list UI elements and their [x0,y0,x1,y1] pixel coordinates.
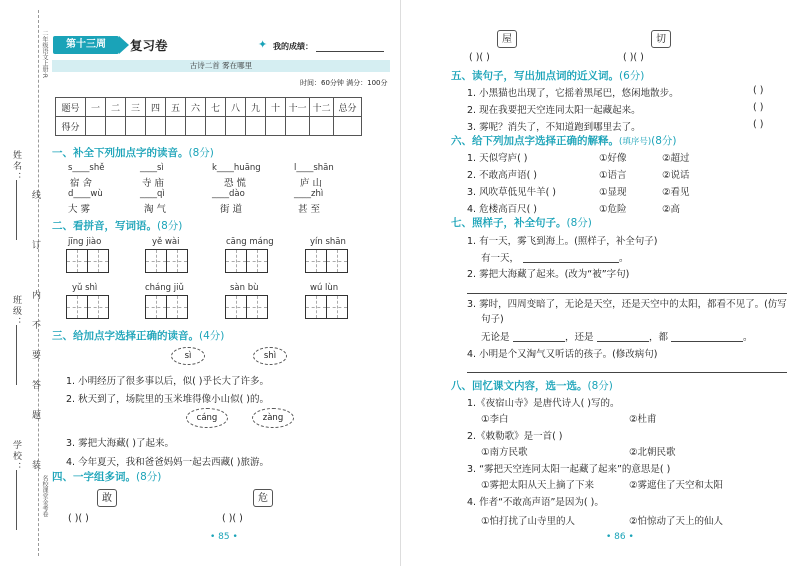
question-text: 2. 现在我要把天空连同太阳一起藏起来。 [467,105,641,116]
punctuation: 。 [743,332,753,343]
word-root-box: 屋 [497,30,517,48]
pinyin-item[interactable]: ____sì [140,163,164,173]
question-text: 句子) [481,314,504,325]
pinyin-prompt: yě wài [152,237,180,247]
section-title-text: 四、一字组多词。 [52,471,136,483]
section-5-title [451,68,644,83]
char-pair: 庐 山 [300,178,323,189]
question-text: 3. “雾把天空连同太阳一起藏了起来”的意思是( ) [467,464,671,475]
question-text: 3. 雾把大海藏( )了起来。 [66,438,175,449]
class-line [16,325,17,385]
writing-grid[interactable] [66,249,108,273]
option-a: ①李白 [481,414,509,425]
answer-line[interactable] [523,262,619,263]
table-cell: 一 [86,98,106,117]
pinyin-item[interactable]: d____wù [68,189,103,199]
score-cell[interactable] [266,117,286,136]
question-text: 4. 作者“不敢高声语”是因为( )。 [467,497,604,508]
pinyin-prompt: sàn bù [230,283,259,293]
option-b: ②说话 [662,170,690,181]
score-cell[interactable] [246,117,266,136]
section-title-text: 六、给下列加点字选择正确的解释。 [451,135,619,147]
grid-cell[interactable] [66,295,88,319]
spine-text: 二年级语文上册·R [41,30,48,79]
answer-line[interactable] [597,341,649,342]
table-cell: 七 [206,98,226,117]
star-icon: ✦ [258,38,268,51]
char-pair: 淘 气 [144,204,167,215]
pinyin-item[interactable]: k____huāng [212,163,261,173]
question-text: 1.《夜宿山寺》是唐代诗人( )写的。 [467,398,620,409]
pinyin-item[interactable]: l____shān [294,163,334,173]
score-cell[interactable] [334,117,362,136]
answer-brackets[interactable]: ( )( ) [623,52,644,63]
char-pair: 大 雾 [68,204,91,215]
grid-cell[interactable] [326,295,348,319]
score-cell[interactable] [286,117,310,136]
grid-cell[interactable] [305,249,327,273]
question-text: 2.《敕勒歌》是一首( ) [467,431,563,442]
grid-cell[interactable] [87,249,109,273]
option-b: ②雾遮住了天空和太阳 [629,480,724,491]
page-number: • 86 • [606,532,634,542]
section-title-text: 二、看拼音，写词语。 [52,220,157,232]
score-cell[interactable] [310,117,334,136]
writing-grid[interactable] [66,295,108,319]
table-cell: 十 [266,98,286,117]
cut-mark: 要 [30,350,40,361]
answer-line[interactable] [467,372,787,373]
table-cell: 得分 [56,117,86,136]
score-table-score-row [56,117,362,136]
pinyin-prompt: jīng jiào [68,237,102,247]
answer-line[interactable] [671,341,743,342]
answer-brackets[interactable]: ( )( ) [222,513,243,524]
question-text: 1. 小黑猫也出现了，它摇着黑尾巴，悠闲地散步。 [467,88,679,99]
answer-brackets[interactable]: ( )( ) [68,513,89,524]
section-3-title [52,328,224,343]
option-b: ②超过 [662,153,690,164]
school-line [16,470,17,530]
word-root-box: 切 [651,30,671,48]
option-a: ①怕打扰了山寺里的人 [481,516,576,527]
char-pair: 宿 舍 [70,178,93,189]
answer-brackets[interactable]: ( ) [753,85,764,96]
question-text: 2. 不敢高声语( ) [467,170,538,181]
table-cell: 四 [146,98,166,117]
answer-brackets[interactable]: ( ) [753,102,764,113]
char-pair: 街 道 [220,204,243,215]
option-a: ①好像 [599,153,627,164]
page-number-value: 86 [614,532,626,542]
score-table-header-row [56,98,362,117]
section-score: (4分) [199,330,225,342]
grid-cell[interactable] [225,249,247,273]
section-title-text: 八、回忆课文内容，选一选。 [451,380,588,392]
score-cell[interactable] [186,117,206,136]
grid-cell[interactable] [145,295,167,319]
section-1-title [52,145,214,160]
score-cell[interactable] [226,117,246,136]
question-text: 1. 天似穹庐( ) [467,153,528,164]
pinyin-option-oval: zàng [252,408,294,428]
writing-grid[interactable] [305,249,347,273]
option-b: ②高 [662,204,681,215]
char-pair: 甚 至 [298,204,321,215]
my-score-line [316,51,384,52]
cut-mark: 不 [30,320,40,331]
answer-brackets[interactable]: ( ) [753,119,764,130]
table-cell: 二 [106,98,126,117]
answer-line[interactable] [467,293,787,294]
cut-line [38,10,39,556]
pinyin-option-oval: shì [253,347,287,365]
section-7-title [451,215,592,230]
table-cell: 五 [166,98,186,117]
writing-grid[interactable] [305,295,347,319]
pinyin-prompt: yín shān [310,237,346,247]
score-cell[interactable] [106,117,126,136]
pinyin-option-oval: sì [171,347,205,365]
option-a: ①语言 [599,170,627,181]
cut-mark: 订 [30,240,40,251]
page-number: • 85 • [210,532,238,542]
section-title-text: 三、给加点字选择正确的读音。 [52,330,199,342]
answer-line[interactable] [513,341,565,342]
question-text: 1. 有一天，雾飞到海上。(照样子，补全句子) [467,236,658,247]
cut-mark: 内 [30,290,40,301]
option-b: ②杜甫 [629,414,657,425]
pinyin-prompt: cāng máng [226,237,274,247]
section-score: (8分) [188,147,214,159]
question-text: 3. 雾时，四周变暗了，无论是天空，还是天空中的太阳，都看不见了。(仿写 [467,299,787,310]
score-cell[interactable] [166,117,186,136]
fill-prefix: 无论是 [481,332,510,343]
time-info: 时间：60分钟 满分：100分 [300,79,388,87]
name-line [16,180,17,240]
option-b: ②北朝民歌 [629,447,676,458]
section-8-title [451,378,613,393]
pinyin-item[interactable]: ____qì [140,189,165,199]
table-cell: 三 [126,98,146,117]
fill-prefix: ，都 [649,332,669,343]
class-label: 班级： [11,295,21,328]
section-title-text: 一、补全下列加点字的读音。 [52,147,189,159]
word-root-box: 危 [253,489,273,507]
grid-cell[interactable] [166,249,188,273]
pinyin-item[interactable]: s____shě [68,163,105,173]
section-6-title [451,133,677,148]
page-number-value: 85 [218,532,230,542]
question-text: 4. 危楼高百尺( ) [467,204,538,215]
section-score: (8分) [136,471,162,483]
writing-grid[interactable] [145,249,187,273]
option-a: ①雾把太阳从天上摘了下来 [481,480,595,491]
table-cell: 九 [246,98,266,117]
answer-brackets[interactable]: ( )( ) [469,52,490,63]
question-text: 2. 秋天到了，场院里的玉米堆得像小山似( )的。 [66,394,270,405]
question-text: 4. 小明是个又淘气又听话的孩子。(修改病句) [467,349,658,360]
grid-cell[interactable] [225,295,247,319]
score-cell[interactable] [86,117,106,136]
cut-mark: 线 [30,190,40,201]
pinyin-prompt: yǔ shì [72,283,98,293]
table-cell: 十一 [286,98,310,117]
binding-strip [0,0,48,566]
score-cell[interactable] [126,117,146,136]
score-cell[interactable] [206,117,226,136]
grid-cell[interactable] [326,249,348,273]
pinyin-prompt: cháng jiǔ [145,283,184,293]
word-root-box: 敢 [97,489,117,507]
score-cell[interactable] [146,117,166,136]
option-a: ①危险 [599,204,627,215]
cut-mark: 题 [30,410,40,421]
week-badge: 第十三周 [53,36,119,54]
section-2-title [52,218,182,233]
my-score-label: 我的成绩： [273,42,313,51]
option-b: ②怕惊动了天上的仙人 [629,516,724,527]
grid-cell[interactable] [166,295,188,319]
option-b: ②看见 [662,187,690,198]
table-cell: 十二 [310,98,334,117]
topic-band: 古诗二首 雾在哪里 [52,60,390,72]
section-title-text: 五、读句子，写出加点词的近义词。 [451,70,619,82]
pinyin-item[interactable]: ____zhì [294,189,324,199]
table-cell: 总分 [334,98,362,117]
grid-cell[interactable] [305,295,327,319]
writing-grid[interactable] [225,249,267,273]
section-title-text: 七、照样子，补全句子。 [451,217,567,229]
question-text: 4. 今年夏天，我和爸爸妈妈一起去西藏( )旅游。 [66,457,270,468]
punctuation: 。 [619,253,629,264]
grid-cell[interactable] [66,249,88,273]
section-score: (8分) [566,217,592,229]
writing-grid[interactable] [145,295,187,319]
school-label: 学校： [11,440,21,473]
question-text: 3. 雾呢？消失了，不知道跑到哪里去了。 [467,122,641,133]
section-score: (8分) [587,380,613,392]
char-pair: 寺 庙 [142,178,165,189]
section-hint: (填序号) [619,137,652,147]
question-text: 2. 雾把大海藏了起来。(改为“被”字句) [467,269,630,280]
pinyin-option-oval: cáng [186,408,228,428]
writing-grid[interactable] [225,295,267,319]
section-score: (6分) [619,70,645,82]
grid-cell[interactable] [246,295,268,319]
pinyin-prompt: wú lùn [310,283,339,293]
cut-mark: 答 [30,380,40,391]
question-text: 3. 风吹草低见牛羊( ) [467,187,557,198]
option-a: ①南方民歌 [481,447,528,458]
right-page [400,0,800,566]
cut-mark: 装 [30,460,40,471]
name-label: 姓名： [11,150,21,183]
pinyin-item[interactable]: ____dào [212,189,245,199]
grid-cell[interactable] [246,249,268,273]
char-pair: 恐 慌 [224,178,247,189]
grid-cell[interactable] [87,295,109,319]
fill-prefix: 有一天， [481,253,520,264]
table-cell: 八 [226,98,246,117]
section-4-title [52,469,161,484]
spine-brand: 名校课堂金考卷 [41,475,48,517]
score-table [55,97,362,136]
table-cell: 题号 [56,98,86,117]
page-title: 复习卷 [130,38,168,53]
section-score: (8分) [651,135,677,147]
section-score: (8分) [157,220,183,232]
question-text: 1. 小明经历了很多事以后，似( )乎长大了许多。 [66,376,270,387]
grid-cell[interactable] [145,249,167,273]
option-a: ①显现 [599,187,627,198]
fill-prefix: ，还是 [565,332,594,343]
table-cell: 六 [186,98,206,117]
